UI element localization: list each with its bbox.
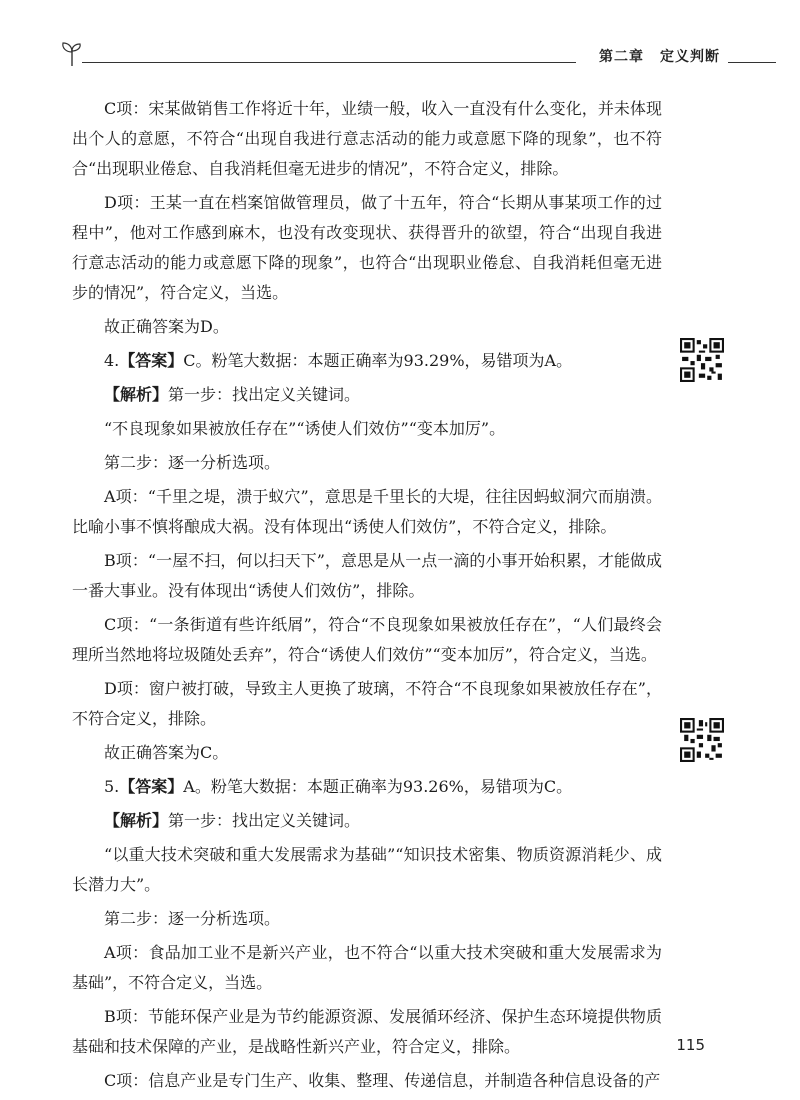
paragraph: A项：“千里之堤，溃于蚁穴”，意思是千里长的大堤，往往因蚂蚁洞穴而崩溃。比喻小事不慎将酿成大祸。没有体现出“诱使人们效仿”，不符合定义，排除。 (72, 487, 662, 536)
paragraph: “以重大技术突破和重大发展需求为基础”“知识技术密集、物质资源消耗少、成长潜力大”。 (72, 845, 662, 894)
analysis-label: 【解析】 (104, 811, 169, 830)
paragraph: C项：信息产业是专门生产、收集、整理、传递信息，并制造各种信息设备的产 (104, 1071, 661, 1090)
page-body (72, 94, 662, 1100)
answer-line: 5.【答案】A。粉笔大数据：本题正确率为93.26%，易错项为C。 (104, 777, 573, 796)
paragraph: “不良现象如果被放任存在”“诱使人们效仿”“变本加厉”。 (104, 419, 506, 438)
header-rule-right (728, 62, 776, 63)
paragraph: D项：王某一直在档案馆做管理员，做了十五年，符合“长期从事某项工作的过程中”，他对工作感到麻木，也没有改变现状、获得晋升的欲望，符合“出现自我进行意志活动的能力或意愿下降的现象”，也符合“出现职业倦怠、自我消耗但毫无进步的情况”，符合定义，当选。 (72, 193, 662, 302)
qr-code-icon[interactable] (680, 718, 724, 762)
qr-code-icon[interactable] (680, 338, 724, 382)
paragraph: A项：食品加工业不是新兴产业，也不符合“以重大技术突破和重大发展需求为基础”，不符合定义，当选。 (72, 943, 662, 992)
paragraph: 第二步：逐一分析选项。 (104, 909, 281, 928)
header-chapter: 第二章 (599, 49, 644, 65)
paragraph: 第二步：逐一分析选项。 (104, 453, 281, 472)
header-section: 定义判断 (660, 49, 720, 65)
answer-line: 4.【答案】C。粉笔大数据：本题正确率为93.29%，易错项为A。 (104, 351, 573, 370)
paragraph: B项：“一屋不扫，何以扫天下”，意思是从一点一滴的小事开始积累，才能做成一番大事业。没有体现出“诱使人们效仿”，排除。 (72, 551, 662, 600)
header-title (599, 46, 720, 66)
running-header (60, 40, 776, 70)
paragraph: 故正确答案为D。 (104, 317, 229, 336)
paragraph: D项：窗户被打破，导致主人更换了玻璃，不符合“不良现象如果被放任存在”，不符合定义，排除。 (72, 679, 662, 728)
paragraph: B项：节能环保产业是为节约能源资源、发展循环经济、保护生态环境提供物质基础和技术保障的产业，是战略性新兴产业，符合定义，排除。 (72, 1007, 662, 1056)
paragraph: 故正确答案为C。 (104, 743, 229, 762)
analysis-line: 【解析】第一步：找出定义关键词。 (104, 385, 361, 404)
sprout-icon (60, 40, 84, 68)
answer-label: 【答案】 (119, 351, 184, 370)
paragraph: C项：“一条街道有些许纸屑”，符合“不良现象如果被放任存在”，“人们最终会理所当然地将垃圾随处丢弃”，符合“诱使人们效仿”“变本加厉”，符合定义，当选。 (72, 615, 662, 664)
analysis-label: 【解析】 (104, 385, 169, 404)
analysis-line: 【解析】第一步：找出定义关键词。 (104, 811, 361, 830)
paragraph: C项：宋某做销售工作将近十年，业绩一般，收入一直没有什么变化，并未体现出个人的意愿，不符合“出现自我进行意志活动的能力或意愿下降的现象”，也不符合“出现职业倦怠、自我消耗但毫无进步的情况”，不符合定义，排除。 (72, 99, 662, 178)
header-rule-left (82, 62, 576, 63)
page-number: 115 (676, 1036, 705, 1054)
answer-label: 【答案】 (119, 777, 184, 796)
